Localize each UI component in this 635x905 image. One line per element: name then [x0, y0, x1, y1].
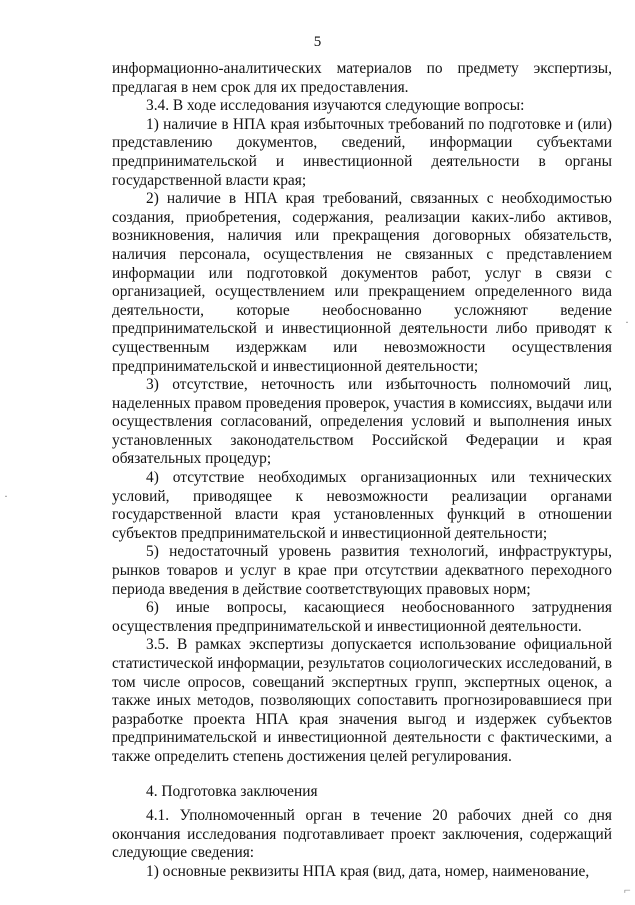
list-item-1-requisites: 1) основные реквизиты НПА края (вид, дата, номер, наименование, [146, 862, 590, 880]
document-body [112, 60, 612, 882]
scan-artifact: · [625, 315, 629, 329]
scan-artifact: · [4, 489, 8, 503]
paragraph-3-4: 3.4. В ходе исследования изучаются следующие вопросы: [146, 97, 525, 115]
list-item-2: 2) наличие в НПА края требований, связанных с необходимостью создания, приобретения, содержания, реализации каких-либо активов, возникновения, наличия или прекращения договорных обязательств, наличия персонала, осуществления не связанных с представлением информации или подготовкой документов работ, услуг в связи с организацией, осуществлением или прекращением определенного вида деятельности, которые необоснованно усложняют ведение предпринимательской и инвестиционной деятельности либо приводят к существенным издержкам или невозможности осуществления предпринимательской и инвестиционной деятельности; [112, 190, 612, 375]
page-number: 5 [313, 34, 322, 50]
list-item-1: 1) наличие в НПА края избыточных требований по подготовке и (или) представлению документов, сведений, информации субъектами предпринимательской и инвестиционной деятельности в органы государственной власти края; [112, 115, 612, 189]
paragraph-4-1: 4.1. Уполномоченный орган в течение 20 рабочих дней со дня окончания исследования подготавливает проект заключения, содержащий следующие сведения: [112, 807, 612, 862]
paragraph-3-5: 3.5. В рамках экспертизы допускается использование официальной статистической информации, результатов социологических исследований, в том числе опросов, совещаний экспертных групп, экспертных оценок, а также иных методов, позволяющих сопоставить прогнозировавшиеся при разработке проекта НПА края значения выгод и издержек субъектов предпринимательской и инвестиционной деятельности с фактическими, а также определить степень достижения целей регулирования. [112, 636, 612, 765]
section-heading: 4. Подготовка заключения [146, 782, 318, 800]
list-item-4: 4) отсутствие необходимых организационных или технических условий, приводящее к невозможности реализации органами государственной власти края установленных функций в отношении субъектов предпринимательской и инвестиционной деятельности; [112, 469, 612, 542]
list-item-6: 6) иные вопросы, касающиеся необоснованного затруднения осуществления предпринимательской и инвестиционной деятельности. [112, 599, 612, 635]
scan-artifact: ⌐ [624, 883, 631, 897]
list-item-3: 3) отсутствие, неточность или избыточность полномочий лиц, наделенных правом проведения проверок, участия в комиссиях, выдачи или осуществления согласований, определения условий и выполнения иных установленных законодательством Российской Федерации и края обязательных процедур; [112, 376, 612, 468]
list-item-5: 5) недостаточный уровень развития технологий, инфраструктуры, рынков товаров и услуг в крае при отсутствии адекватного переходного периода введения в действие соответствующих правовых норм; [112, 543, 612, 598]
paragraph-continuation: информационно-аналитических материалов по предмету экспертизы, предлагая в нем срок для их предоставления. [112, 60, 612, 96]
